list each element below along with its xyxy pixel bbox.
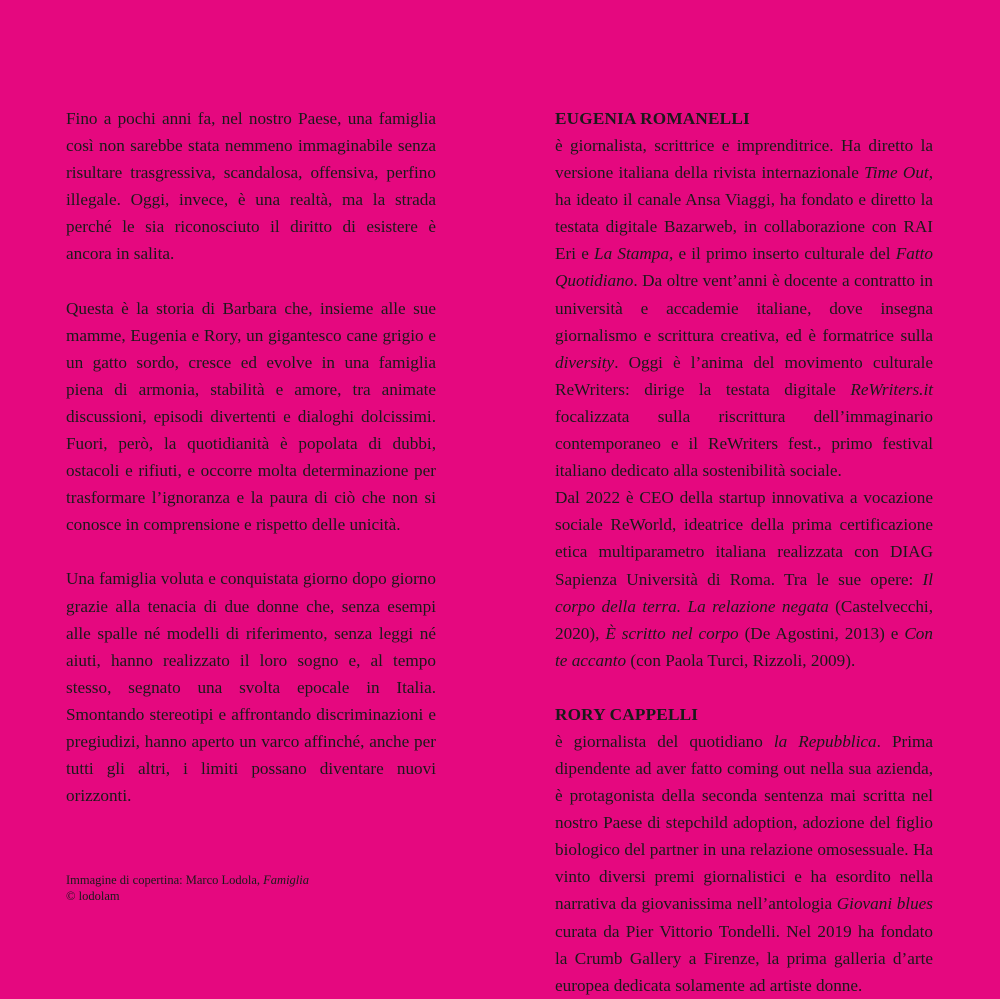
author-bio-text-2: Dal 2022 è CEO della startup innovativa a vocazione sociale ReWorld, ideatrice della prima certificazione etica multiparametro italiana realizzata con DIAG Sapienza Università di Roma. Tra le sue opere: Il corpo della terra. La relazione negata (Castelvecchi, 2020), È scritto nel corpo (De Agostini, 2013) e Con te accanto (con Paola Turci, Rizzoli, 2009). — [555, 488, 933, 670]
copyright-line: © lodolam — [66, 889, 120, 903]
author-bio-rory — [555, 701, 933, 999]
author-name: RORY CAPPELLI — [555, 704, 699, 724]
author-bio-text: è giornalista, scrittrice e imprenditrice. Ha diretto la versione italiana della rivista internazionale Time Out, ha ideato il canale Ansa Viaggi, ha fondato e diretto la testata digitale Bazarweb, in collaborazione con RAI Eri e La Stampa, e il primo inserto culturale del Fatto Quotidiano. Da oltre vent’anni è docente a contratto in università e accademie italiane, dove insegna giornalismo e scrittura creativa, ed è formatrice sulla diversity. Oggi è l’anima del movimento culturale ReWriters: dirige la testata digitale ReWriters.it focalizzata sulla riscrittura dell’immaginario contemporaneo e il ReWriters fest., primo festival italiano dedicato alla sostenibilità sociale. — [555, 136, 934, 481]
authors-column — [555, 105, 933, 999]
cover-image-credit — [66, 872, 309, 904]
author-name: EUGENIA ROMANELLI — [555, 109, 750, 128]
author-bio-eugenia — [555, 105, 933, 674]
synopsis-paragraph-3: Una famiglia voluta e conquistata giorno dopo giorno grazie alla tenacia di due donne che, senza esempi alle spalle né modelli di riferimento, senza leggi né aiuti, hanno realizzato il loro sogno e, al tempo stesso, segnato una svolta epocale in Italia. Smontando stereotipi e affrontando discriminazioni e pregiudizi, hanno aperto un varco affinché, anche per tutti gli altri, i limiti possano diventare nuovi orizzonti. — [66, 569, 436, 806]
credit-label: Immagine di copertina: Marco Lodola, — [66, 873, 264, 887]
credit-work-title: Famiglia — [263, 873, 309, 887]
author-bio-text: è giornalista del quotidiano la Repubblica. Prima dipendente ad aver fatto coming out nella sua azienda, è protagonista della seconda sentenza mai scritta nel nostro Paese di stepchild adoption, adozione del figlio biologico del partner in una relazione omosessuale. Ha vinto diversi premi giornalistici e ha esordito nella narrativa da giovanissima nell’antologia Giovani blues curata da Pier Vittorio Tondelli. Nel 2019 ha fondato la Crumb Gallery a Firenze, la prima galleria d’arte europea dedicata solamente ad artiste donne. — [555, 731, 933, 995]
synopsis-paragraph-2: Questa è la storia di Barbara che, insieme alle sue mamme, Eugenia e Rory, un gigantesco cane grigio e un gatto sordo, cresce ed evolve in una famiglia piena di armonia, stabilità e amore, tra animate discussioni, episodi divertenti e dialoghi dolcissimi. Fuori, però, la quotidianità è popolata di dubbi, ostacoli e rifiuti, e occorre molta determinazione per trasformare l’ignoranza e la paura di ciò che non si conosce in comprensione e rispetto delle unicità. — [66, 298, 436, 535]
synopsis-column — [66, 105, 436, 809]
synopsis-paragraph-1: Fino a pochi anni fa, nel nostro Paese, una famiglia così non sarebbe stata nemmeno immaginabile senza risultare trasgressiva, scandalosa, offensiva, perfino illegale. Oggi, invece, è una realtà, ma la strada perché le sia riconosciuto il diritto di esistere è ancora in salita. — [66, 109, 436, 264]
